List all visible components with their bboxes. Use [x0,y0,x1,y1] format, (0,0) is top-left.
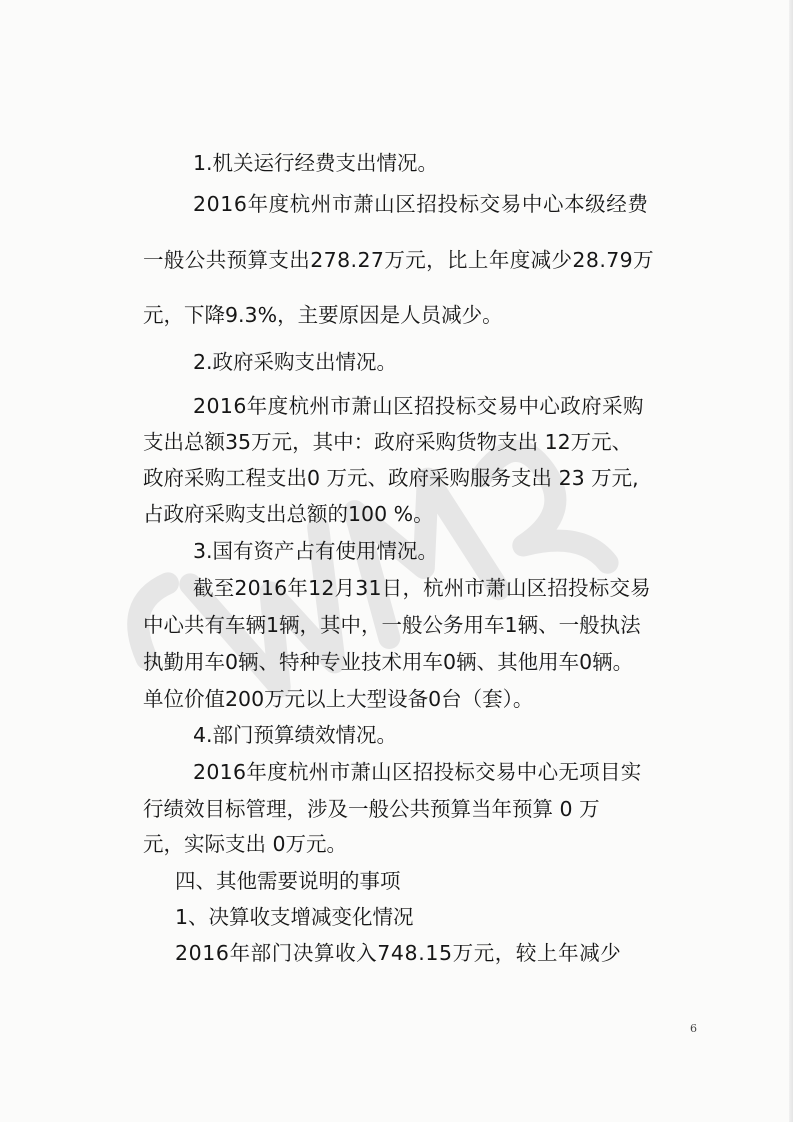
paragraph-line: 2016年度杭州市萧山区招投标交易中心政府采购 [193,394,644,418]
heading-admin-expenses: 1.机关运行经费支出情况。 [193,151,439,175]
paragraph-line: 2016年度杭州市萧山区招投标交易中心无项目实 [193,760,642,784]
paragraph-line: 行绩效目标管理，涉及一般公共预算当年预算 0 万 [143,797,600,821]
scan-edge-shadow [789,0,793,1122]
paragraph-line: 单位价值200万元以上大型设备0台（套）。 [143,687,534,711]
paragraph-line: 2016年部门决算收入748.15万元，较上年减少 [175,941,622,965]
heading-state-assets: 3.国有资产占有使用情况。 [193,539,439,563]
heading-budget-performance: 4.部门预算绩效情况。 [193,723,398,747]
paragraph-line: 2016年度杭州市萧山区招投标交易中心本级经费 [193,192,649,216]
heading-procurement: 2.政府采购支出情况。 [193,350,398,374]
paragraph-line: 中心共有车辆1辆，其中，一般公务用车1辆、一般执法 [143,613,641,637]
paragraph-line: 支出总额35万元，其中：政府采购货物支出 12万元、 [143,430,633,454]
section-heading-other-matters: 四、其他需要说明的事项 [175,869,401,893]
paragraph-line: 截至2016年12月31日，杭州市萧山区招投标交易 [193,576,651,600]
paragraph-line: 元，实际支出 0万元。 [143,832,348,856]
paragraph-line: 执勤用车0辆、特种专业技术用车0辆、其他用车0辆。 [143,650,634,674]
subheading-budget-changes: 1、决算收支增减变化情况 [175,905,414,929]
paragraph-line: 政府采购工程支出0 万元、政府采购服务支出 23 万元, [143,466,639,490]
paragraph-line: 元，下降9.3%，主要原因是人员减少。 [143,303,503,327]
page-number: 6 [690,1022,697,1035]
paragraph-line: 一般公共预算支出278.27万元，比上年度减少28.79万 [143,248,655,272]
paragraph-line: 占政府采购支出总额的100 %。 [143,502,434,526]
